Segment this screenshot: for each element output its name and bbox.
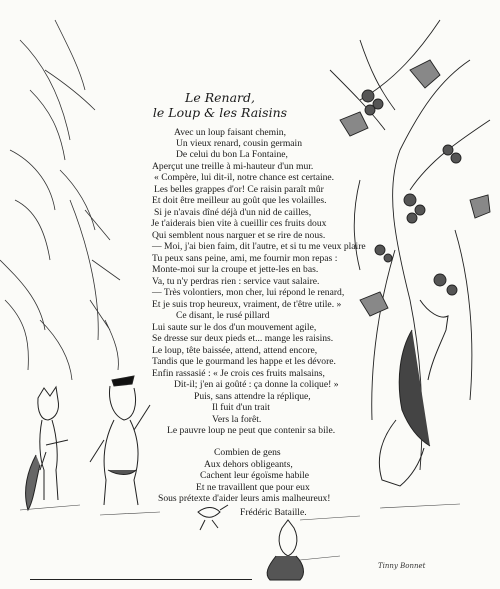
poem-line: Combien de gens bbox=[214, 447, 281, 458]
poem-line: Je t'aiderais bien vite à cueillir ces fruits doux bbox=[151, 218, 327, 229]
poem-line: Et je suis trop heureux, vraiment, de t'être utile. » bbox=[152, 299, 342, 310]
title-line-1: Le Renard, bbox=[185, 90, 255, 105]
poem-line: Sous prétexte d'aider leurs amis malheureux! bbox=[158, 493, 331, 504]
artist-signature: Tinny Bonnet bbox=[378, 562, 426, 570]
poem-line: Si je n'avais dîné déjà d'un nid de cailles, bbox=[154, 207, 312, 218]
poem-line: Ce disant, le rusé pillard bbox=[176, 310, 270, 321]
poem-line: Le pauvre loup ne peut que contenir sa bile. bbox=[167, 425, 336, 436]
left-tree-drawing bbox=[0, 20, 120, 380]
title-line-2: le Loup & les Raisins bbox=[152, 105, 288, 120]
bottom-rule bbox=[30, 579, 252, 580]
small-wolf-drawing bbox=[267, 520, 303, 580]
poem-line: Dit-il; j'en ai goûté : ça donne la colique! » bbox=[174, 379, 339, 390]
poem-line: Le loup, tête baissée, attend, attend encore, bbox=[152, 345, 318, 356]
poem-line: Les belles grappes d'or! Ce raisin paraît mûr bbox=[154, 184, 324, 195]
poem-line: Tu peux sans peine, ami, me fournir mon repas : bbox=[152, 253, 338, 264]
poem-line: « Compère, lui dit-il, notre chance est certaine. bbox=[154, 172, 335, 183]
poem-line: Lui saute sur le dos d'un mouvement agile, bbox=[152, 322, 317, 333]
poem-line: Qui semblent nous narguer et se rire de nous. bbox=[152, 230, 326, 241]
poem-line: Un vieux renard, cousin germain bbox=[176, 138, 303, 149]
poem-line: Aux dehors obligeants, bbox=[204, 459, 293, 470]
fox-on-wolf-drawing bbox=[379, 300, 448, 486]
wolf-drawing bbox=[90, 376, 150, 505]
poem-line: Cachent leur égoïsme habile bbox=[200, 470, 309, 481]
poem-line: Va, tu n'y perdras rien : service vaut salaire. bbox=[152, 276, 320, 287]
poem-line: Et ne travaillent que pour eux bbox=[196, 482, 310, 493]
poem-line: Enfin rassasié : « Je crois ces fruits malsains, bbox=[152, 368, 325, 379]
poem-line: — Moi, j'ai bien faim, dit l'autre, et si tu me veux plaire bbox=[152, 241, 366, 252]
poem-line: Avec un loup faisant chemin, bbox=[174, 127, 286, 138]
poem-line: Se dresse sur deux pieds et... mange les raisins. bbox=[152, 333, 334, 344]
poem-line: Vers la forêt. bbox=[212, 414, 262, 425]
fox-drawing bbox=[26, 387, 68, 510]
poem-line: Monte-moi sur la croupe et jette-les en bas. bbox=[152, 264, 319, 275]
poem-line: — Très volontiers, mon cher, lui répond le renard, bbox=[152, 287, 345, 298]
poem-line: Puis, sans attendre la réplique, bbox=[194, 391, 311, 402]
poem-title bbox=[150, 90, 290, 120]
bird-drawing bbox=[198, 505, 228, 530]
poem-line: Et doit être meilleur au goût que les volailles. bbox=[152, 195, 327, 206]
poem-author: Frédéric Bataille. bbox=[240, 507, 307, 518]
poem-line: De celui du bon La Fontaine, bbox=[176, 149, 288, 160]
poem-line: Tandis que le gourmand les happe et les dévore. bbox=[152, 356, 336, 367]
poem-line: Il fuit d'un trait bbox=[212, 402, 270, 413]
poem-line: Aperçut une treille à mi-hauteur d'un mur. bbox=[152, 161, 314, 172]
